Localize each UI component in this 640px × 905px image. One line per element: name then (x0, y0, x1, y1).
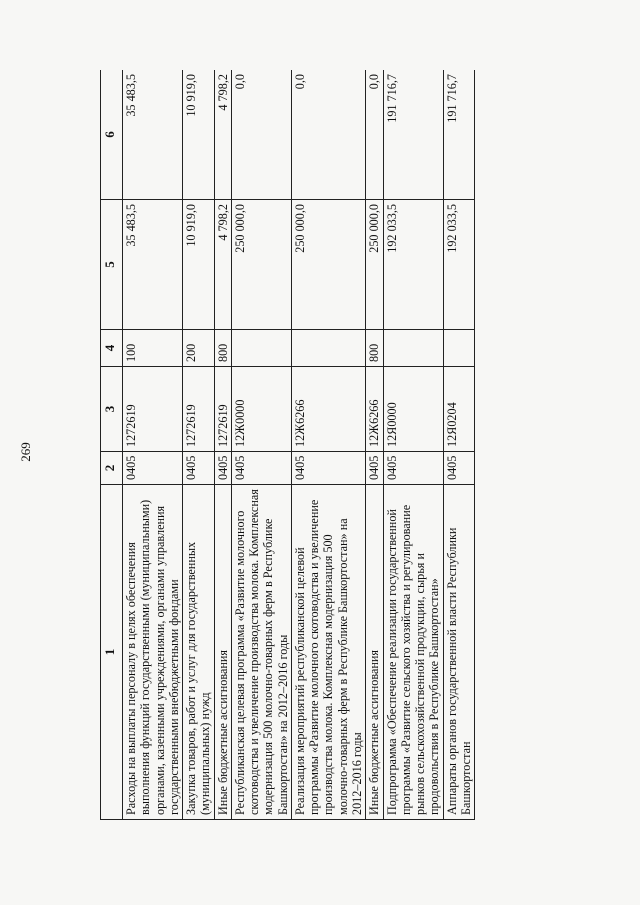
header-col-5: 5 (101, 200, 123, 330)
table-row (443, 70, 475, 820)
row-sum-col5: 250 000,0 (231, 200, 291, 330)
row-type-code: 800 (214, 330, 231, 367)
table-frame (100, 70, 600, 820)
table-row (123, 70, 183, 820)
row-section-code: 0405 (383, 452, 443, 485)
table-row (183, 70, 215, 820)
row-sum-col6: 10 919,0 (183, 70, 215, 200)
row-section-code: 0405 (214, 452, 231, 485)
table-row (383, 70, 443, 820)
table-row (291, 70, 365, 820)
row-type-code (291, 330, 365, 367)
row-target-code: 12Я0204 (443, 367, 475, 452)
row-name: Иные бюджетные ассигнования (214, 485, 231, 820)
rotated-table-container (100, 70, 600, 820)
row-section-code: 0405 (291, 452, 365, 485)
row-name: Расходы на выплаты персоналу в целях обеспечения выполнения функций государственными (муниципальными) органами, казенными учреждениями, органами управления государственными внебюджетными фондами (123, 485, 183, 820)
row-target-code: 12Ж0000 (231, 367, 291, 452)
row-sum-col6: 0,0 (291, 70, 365, 200)
row-sum-col5: 4 798,2 (214, 200, 231, 330)
header-col-2: 2 (101, 452, 123, 485)
row-name: Закупка товаров, работ и услуг для государственных (муниципальных) нужд (183, 485, 215, 820)
row-sum-col6: 0,0 (366, 70, 383, 200)
row-target-code: 1272619 (183, 367, 215, 452)
row-type-code: 800 (366, 330, 383, 367)
row-sum-col6: 35 483,5 (123, 70, 183, 200)
row-section-code: 0405 (443, 452, 475, 485)
row-name: Реализация мероприятий республиканской целевой программы «Развитие молочного скотоводства и увеличение производства молока. Комплексная модернизация 500 молочно-товарных ферм в Республике Башкортостан» на 2012–2016 годы (291, 485, 365, 820)
header-col-6: 6 (101, 70, 123, 200)
row-sum-col6: 191 716,7 (383, 70, 443, 200)
row-sum-col5: 250 000,0 (291, 200, 365, 330)
row-target-code: 1272619 (214, 367, 231, 452)
row-sum-col6: 4 798,2 (214, 70, 231, 200)
row-type-code (443, 330, 475, 367)
header-col-3: 3 (101, 367, 123, 452)
row-section-code: 0405 (123, 452, 183, 485)
header-col-1: 1 (101, 485, 123, 820)
row-section-code: 0405 (366, 452, 383, 485)
table-row (231, 70, 291, 820)
row-sum-col6: 191 716,7 (443, 70, 475, 200)
row-sum-col5: 35 483,5 (123, 200, 183, 330)
row-target-code: 12Ж6266 (291, 367, 365, 452)
row-name: Иные бюджетные ассигнования (366, 485, 383, 820)
row-type-code: 200 (183, 330, 215, 367)
header-row (101, 70, 123, 820)
row-sum-col5: 250 000,0 (366, 200, 383, 330)
header-col-4: 4 (101, 330, 123, 367)
row-type-code (231, 330, 291, 367)
row-name: Аппараты органов государственной власти Республики Башкортостан (443, 485, 475, 820)
row-sum-col5: 192 033,5 (383, 200, 443, 330)
row-sum-col5: 192 033,5 (443, 200, 475, 330)
row-type-code (383, 330, 443, 367)
page-number: 269 (18, 442, 33, 462)
table-row (214, 70, 231, 820)
row-section-code: 0405 (231, 452, 291, 485)
row-name: Республиканская целевая программа «Развитие молочного скотоводства и увеличение производства молока. Комплексная модернизация 500 молочно-товарных ферм в Республике Башкортостан» на 2012–2016 годы (231, 485, 291, 820)
row-target-code: 12Ж6266 (366, 367, 383, 452)
row-name: Подпрограмма «Обеспечение реализации государственной программы «Развитие сельского хозяйства и регулирование рынков сельскохозяйственной продукции, сырья и продовольствия в Республике Башкортостан» (383, 485, 443, 820)
row-target-code: 12Я0000 (383, 367, 443, 452)
row-sum-col5: 10 919,0 (183, 200, 215, 330)
row-sum-col6: 0,0 (231, 70, 291, 200)
table-row (366, 70, 383, 820)
row-target-code: 1272619 (123, 367, 183, 452)
budget-table (100, 70, 475, 820)
row-type-code: 100 (123, 330, 183, 367)
row-section-code: 0405 (183, 452, 215, 485)
